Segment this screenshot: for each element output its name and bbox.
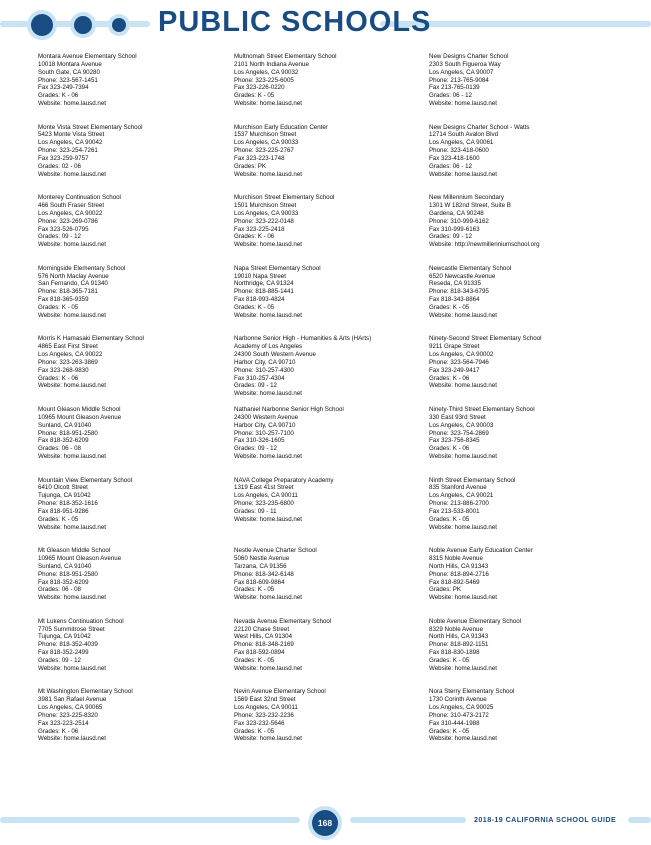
school-grades: Grades: K - 06 (429, 374, 470, 382)
school-entry (234, 477, 424, 548)
school-phone: Phone: 323-418-0600 (429, 147, 489, 155)
school-grades: Grades: 06 - 12 (429, 92, 472, 100)
school-grades: Grades: 06 - 12 (429, 162, 472, 170)
school-phone: Phone: 323-235-6800 (234, 500, 294, 508)
school-entry (38, 618, 228, 689)
school-phone: Phone: 818-894-2716 (429, 570, 489, 578)
school-address-line: 9211 Grape Street (429, 343, 480, 351)
school-address-line: Tarzana, CA 91356 (234, 562, 287, 570)
school-entry (429, 124, 619, 195)
school-address-line: 19010 Napa Street (234, 272, 286, 280)
school-name: Nevin Avenue Elementary School (234, 688, 326, 696)
school-entry (38, 477, 228, 548)
school-website: Website: home.lausd.net (38, 594, 106, 602)
school-address-line: West Hills, CA 91304 (234, 633, 293, 641)
school-grades: Grades: K - 05 (234, 586, 275, 594)
school-grades: Grades: 09 - 12 (38, 233, 81, 241)
school-fax: Fax 818-993-4824 (234, 296, 285, 304)
school-fax: Fax 323-226-0220 (234, 84, 285, 92)
school-address-line: Academy of Los Angeles (234, 343, 303, 351)
school-website: Website: home.lausd.net (429, 100, 497, 108)
school-grades: Grades: PK (234, 162, 266, 170)
page-number: 168 (312, 810, 338, 836)
school-phone: Phone: 213-765-9084 (429, 76, 489, 84)
school-grades: Grades: K - 05 (234, 656, 275, 664)
school-website: Website: home.lausd.net (38, 170, 106, 178)
school-fax: Fax 323-223-2514 (38, 719, 89, 727)
school-address-line: Los Angeles, CA 90032 (234, 68, 299, 76)
school-phone: Phone: 818-885-1441 (234, 288, 294, 296)
school-address-line: 8315 Noble Avenue (429, 555, 483, 562)
school-website: Website: home.lausd.net (234, 664, 302, 672)
school-phone: Phone: 818-951-2580 (38, 570, 98, 578)
school-name: Mt Gleason Middle School (38, 547, 111, 555)
school-entry (429, 406, 619, 477)
school-fax: Fax 818-830-1898 (429, 649, 480, 657)
school-website: Website: home.lausd.net (38, 523, 106, 531)
school-entry (38, 124, 228, 195)
school-name: Napa Street Elementary School (234, 264, 321, 272)
school-name: Morris K Hamasaki Elementary School (38, 335, 144, 343)
school-address-line: Los Angeles, CA 90022 (38, 351, 103, 359)
school-address-line: 6410 Olcott Street (38, 484, 88, 492)
school-website: Website: home.lausd.net (429, 735, 497, 743)
school-grades: Grades: K - 05 (234, 727, 275, 735)
school-fax: Fax 323-232-5646 (234, 719, 285, 727)
school-name: Mt Washington Elementary School (38, 688, 133, 696)
school-website: Website: home.lausd.net (234, 390, 302, 398)
school-name: Morningside Elementary School (38, 264, 126, 272)
school-phone: Phone: 323-263-3869 (38, 358, 98, 366)
school-entry (38, 406, 228, 477)
school-address-line: 1537 Murchison Street (234, 131, 297, 139)
school-address-line: 1730 Corinth Avenue (429, 696, 487, 704)
school-website: Website: home.lausd.net (429, 453, 497, 461)
school-name: Monte Vista Street Elementary School (38, 123, 143, 131)
school-name: Mount Gleason Middle School (38, 405, 121, 413)
school-name: Narbonne Senior High - Humanities & Arts (HArts) (234, 335, 372, 343)
school-phone: Phone: 310-257-4300 (234, 366, 294, 374)
school-name: Newcastle Elementary School (429, 264, 512, 272)
school-address-line: Los Angeles, CA 90033 (234, 139, 299, 147)
school-fax: Fax 323-225-2418 (234, 225, 285, 233)
school-fax: Fax 818-892-5469 (429, 578, 480, 586)
footer-rule-right (628, 817, 651, 823)
footer-rule-middle (350, 817, 466, 823)
school-entry (429, 477, 619, 548)
school-website: Website: home.lausd.net (429, 523, 497, 531)
school-name: Multnomah Street Elementary School (234, 53, 337, 60)
school-address-line: Harbor City, CA 90710 (234, 358, 296, 366)
school-grades: Grades: K - 05 (429, 656, 470, 664)
school-name: Ninety-Third Street Elementary School (429, 405, 535, 413)
school-entry (429, 618, 619, 689)
school-address-line: North Hills, CA 91343 (429, 562, 489, 570)
school-website: Website: home.lausd.net (429, 664, 497, 672)
school-fax: Fax 818-352-2499 (38, 649, 89, 657)
school-entry (38, 53, 228, 124)
school-address-line: Tujunga, CA 91042 (38, 492, 91, 500)
school-address-line: 4865 East First Street (38, 343, 98, 351)
school-column-1 (38, 53, 228, 759)
school-name: Murchison Street Elementary School (234, 194, 335, 202)
school-grades: Grades: K - 05 (429, 304, 470, 311)
school-website: Website: home.lausd.net (38, 735, 106, 743)
school-address-line: 10018 Montara Avenue (38, 60, 102, 68)
school-name: Ninety-Second Street Elementary School (429, 335, 542, 343)
school-website: Website: home.lausd.net (429, 311, 497, 319)
school-grades: Grades: 02 - 06 (38, 162, 81, 170)
school-grades: Grades: K - 05 (234, 304, 275, 311)
school-phone: Phone: 818-343-6795 (429, 288, 489, 296)
school-website: Website: home.lausd.net (234, 453, 302, 461)
school-entry (429, 265, 619, 336)
school-phone: Phone: 323-567-1451 (38, 76, 98, 84)
school-address-line: Los Angeles, CA 90011 (234, 704, 298, 712)
school-entry (38, 547, 228, 618)
school-fax: Fax 818-592-0894 (234, 649, 285, 657)
school-website: Website: home.lausd.net (234, 100, 302, 108)
school-fax: Fax 818-343-8864 (429, 296, 480, 304)
school-website: Website: home.lausd.net (429, 594, 497, 602)
school-address-line: 24300 Western Avenue (234, 413, 299, 421)
school-entry (38, 335, 228, 406)
school-address-line: Harbor City, CA 90710 (234, 421, 296, 429)
school-name: NAVA College Preparatory Academy (234, 476, 334, 484)
school-phone: Phone: 323-225-6005 (234, 76, 294, 84)
school-website: Website: home.lausd.net (429, 170, 497, 178)
school-name: New Millennium Secondary (429, 194, 504, 202)
school-address-line: San Fernando, CA 91340 (38, 280, 108, 288)
school-address-line: Tujunga, CA 91042 (38, 633, 91, 641)
school-address-line: 576 North Maclay Avenue (38, 272, 109, 280)
school-website: Website: home.lausd.net (38, 453, 106, 461)
school-entry (234, 618, 424, 689)
school-grades: Grades: K - 06 (38, 92, 79, 100)
school-website: Website: home.lausd.net (429, 382, 497, 390)
school-phone: Phone: 818-352-4039 (38, 641, 98, 649)
school-website: Website: home.lausd.net (38, 382, 106, 390)
school-entry (234, 406, 424, 477)
school-address-line: 1501 Murchison Street (234, 202, 297, 210)
school-grades: Grades: 09 - 11 (234, 507, 277, 515)
school-name: Nestle Avenue Charter School (234, 547, 317, 555)
school-website: Website: home.lausd.net (234, 170, 302, 178)
school-fax: Fax 213-765-0139 (429, 84, 480, 92)
school-grades: Grades: PK (429, 586, 461, 594)
school-grades: Grades: 09 - 12 (234, 445, 277, 453)
school-address-line: 10965 Mount Gleason Avenue (38, 413, 122, 421)
school-address-line: Los Angeles, CA 90011 (234, 492, 298, 500)
school-address-line: 3981 San Rafael Avenue (38, 696, 107, 704)
school-phone: Phone: 323-232-2236 (234, 711, 294, 719)
school-name: Murchison Early Education Center (234, 123, 328, 131)
school-fax: Fax 323-249-9417 (429, 366, 480, 374)
school-address-line: Los Angeles, CA 90061 (429, 139, 494, 147)
school-address-line: North Hills, CA 91343 (429, 633, 489, 641)
school-address-line: Los Angeles, CA 90003 (429, 421, 494, 429)
school-entry (234, 688, 424, 759)
school-website: Website: home.lausd.net (234, 515, 302, 523)
school-fax: Fax 323-249-7394 (38, 84, 89, 92)
school-address-line: 22120 Chase Street (234, 625, 290, 633)
school-phone: Phone: 310-257-7100 (234, 429, 294, 437)
school-entry (38, 688, 228, 759)
school-address-line: 10965 Mount Gleason Avenue (38, 555, 122, 562)
school-address-line: 330 East 93rd Street (429, 413, 486, 421)
school-fax: Fax 213-533-8001 (429, 507, 480, 515)
school-address-line: 835 Stanford Avenue (429, 484, 487, 492)
school-address-line: 2303 South Figueroa Way (429, 60, 501, 68)
school-address-line: Los Angeles, CA 90021 (429, 492, 494, 500)
school-phone: Phone: 310-999-6162 (429, 217, 489, 225)
school-address-line: Gardena, CA 90248 (429, 209, 484, 217)
school-entry (38, 194, 228, 265)
school-address-line: 2101 North Indiana Avenue (234, 60, 309, 68)
school-entry (234, 194, 424, 265)
school-name: Nathaniel Narbonne Senior High School (234, 405, 344, 413)
school-address-line: 1301 W 182nd Street, Suite B (429, 202, 511, 210)
school-name: Montara Avenue Elementary School (38, 53, 137, 60)
school-fax: Fax 818-365-9359 (38, 296, 89, 304)
school-phone: Phone: 818-365-7181 (38, 288, 98, 296)
school-grades: Grades: 06 - 08 (38, 445, 81, 453)
school-website: Website: home.lausd.net (234, 735, 302, 743)
school-address-line: South Gate, CA 90280 (38, 68, 100, 76)
school-address-line: Sunland, CA 91040 (38, 421, 92, 429)
school-entry (429, 335, 619, 406)
school-phone: Phone: 818-348-2169 (234, 641, 294, 649)
school-entry (429, 53, 619, 124)
school-name: New Designs Charter School (429, 53, 509, 60)
footer-rule-left (0, 817, 300, 823)
header-dot-large (31, 14, 53, 36)
school-website: Website: home.lausd.net (38, 311, 106, 319)
school-phone: Phone: 323-225-8320 (38, 711, 98, 719)
header-dot-medium (74, 16, 92, 34)
school-name: Ninth Street Elementary School (429, 476, 516, 484)
school-website: Website: home.lausd.net (234, 311, 302, 319)
school-name: Noble Avenue Elementary School (429, 617, 522, 625)
school-grades: Grades: K - 05 (38, 304, 79, 311)
school-address-line: 24300 South Western Avenue (234, 351, 316, 359)
school-column-3 (429, 53, 619, 759)
school-address-line: Los Angeles, CA 90033 (234, 209, 299, 217)
school-website: Website: home.lausd.net (38, 664, 106, 672)
school-fax: Fax 323-223-1748 (234, 154, 285, 162)
school-address-line: 466 South Fraser Street (38, 202, 105, 210)
school-phone: Phone: 323-269-0786 (38, 217, 98, 225)
school-fax: Fax 310-326-1605 (234, 437, 285, 445)
school-address-line: Los Angeles, CA 90042 (38, 139, 103, 147)
school-grades: Grades: K - 05 (38, 515, 79, 523)
school-name: Noble Avenue Early Education Center (429, 547, 533, 555)
school-address-line: 1569 East 32nd Street (234, 696, 296, 704)
school-address-line: Los Angeles, CA 90002 (429, 351, 494, 359)
school-fax: Fax 818-609-9864 (234, 578, 285, 586)
school-address-line: Los Angeles, CA 90022 (38, 209, 103, 217)
school-grades: Grades: K - 05 (234, 92, 275, 100)
school-name: Mt Lukens Continuation School (38, 617, 124, 625)
school-fax: Fax 818-352-6209 (38, 437, 89, 445)
school-website: Website: home.lausd.net (38, 241, 106, 249)
school-entry (234, 335, 424, 406)
school-grades: Grades: K - 06 (429, 445, 470, 453)
school-fax: Fax 310-444-1988 (429, 719, 480, 727)
school-website: Website: home.lausd.net (234, 241, 302, 249)
school-grades: Grades: K - 05 (429, 727, 470, 735)
school-phone: Phone: 323-564-7946 (429, 358, 489, 366)
school-address-line: Sunland, CA 91040 (38, 562, 92, 570)
school-phone: Phone: 213-886-2700 (429, 500, 489, 508)
school-fax: Fax 310-257-4304 (234, 374, 285, 382)
school-address-line: 1319 East 41st Street (234, 484, 294, 492)
school-name: New Designs Charter School - Watts (429, 123, 530, 131)
school-name: Monterey Continuation School (38, 194, 121, 202)
school-entry (234, 124, 424, 195)
school-website: Website: http://newmillenniumschool.org (429, 241, 540, 249)
school-website: Website: home.lausd.net (234, 594, 302, 602)
school-website: Website: home.lausd.net (38, 100, 106, 108)
school-phone: Phone: 323-225-2767 (234, 147, 294, 155)
school-grades: Grades: 06 - 08 (38, 586, 81, 594)
school-phone: Phone: 818-352-1616 (38, 500, 98, 508)
school-entry (429, 688, 619, 759)
school-phone: Phone: 818-951-2580 (38, 429, 98, 437)
school-fax: Fax 323-259-9757 (38, 154, 89, 162)
school-address-line: 8329 Noble Avenue (429, 625, 483, 633)
school-phone: Phone: 818-342-6148 (234, 570, 294, 578)
school-grades: Grades: 09 - 12 (38, 656, 81, 664)
page-title: PUBLIC SCHOOLS (158, 6, 432, 38)
school-fax: Fax 323-268-9830 (38, 366, 89, 374)
school-grades: Grades: K - 06 (38, 727, 79, 735)
school-entry (429, 547, 619, 618)
school-fax: Fax 323-526-0795 (38, 225, 89, 233)
guide-title: 2018-19 CALIFORNIA SCHOOL GUIDE (474, 815, 617, 824)
school-name: Nora Sterry Elementary School (429, 688, 515, 696)
school-phone: Phone: 323-222-0148 (234, 217, 294, 225)
school-address-line: 5423 Monte Vista Street (38, 131, 105, 139)
school-column-2 (234, 53, 424, 759)
school-entry (234, 547, 424, 618)
school-grades: Grades: K - 06 (234, 233, 275, 241)
school-name: Mountain View Elementary School (38, 476, 133, 484)
school-phone: Phone: 818-892-1151 (429, 641, 489, 649)
school-address-line: Los Angeles, CA 90007 (429, 68, 494, 76)
school-fax: Fax 818-352-6209 (38, 578, 89, 586)
school-address-line: 12714 South Avalon Blvd (429, 131, 499, 139)
school-address-line: 5060 Nestle Avenue (234, 555, 290, 562)
school-address-line: Reseda, CA 91335 (429, 280, 481, 288)
school-entry (234, 53, 424, 124)
school-entry (429, 194, 619, 265)
school-entry (234, 265, 424, 336)
school-phone: Phone: 323-254-7261 (38, 147, 98, 155)
school-grades: Grades: 09 - 12 (429, 233, 472, 241)
school-grades: Grades: K - 06 (38, 374, 79, 382)
school-address-line: Northridge, CA 91324 (234, 280, 294, 288)
school-fax: Fax 310-999-6163 (429, 225, 480, 233)
school-fax: Fax 323-756-8345 (429, 437, 480, 445)
school-phone: Phone: 323-754-2869 (429, 429, 489, 437)
school-name: Nevada Avenue Elementary School (234, 617, 332, 625)
school-fax: Fax 323-418-1600 (429, 154, 480, 162)
school-address-line: 6520 Newcastle Avenue (429, 272, 496, 280)
school-grades: Grades: K - 05 (429, 515, 470, 523)
school-address-line: Los Angeles, CA 90025 (429, 704, 494, 712)
header-dot-small (112, 18, 126, 32)
school-fax: Fax 818-951-9286 (38, 507, 89, 515)
school-entry (38, 265, 228, 336)
school-address-line: 7705 Summitrose Street (38, 625, 105, 633)
school-address-line: Los Angeles, CA 90065 (38, 704, 103, 712)
school-phone: Phone: 310-473-2172 (429, 711, 489, 719)
school-grades: Grades: 09 - 12 (234, 382, 277, 390)
